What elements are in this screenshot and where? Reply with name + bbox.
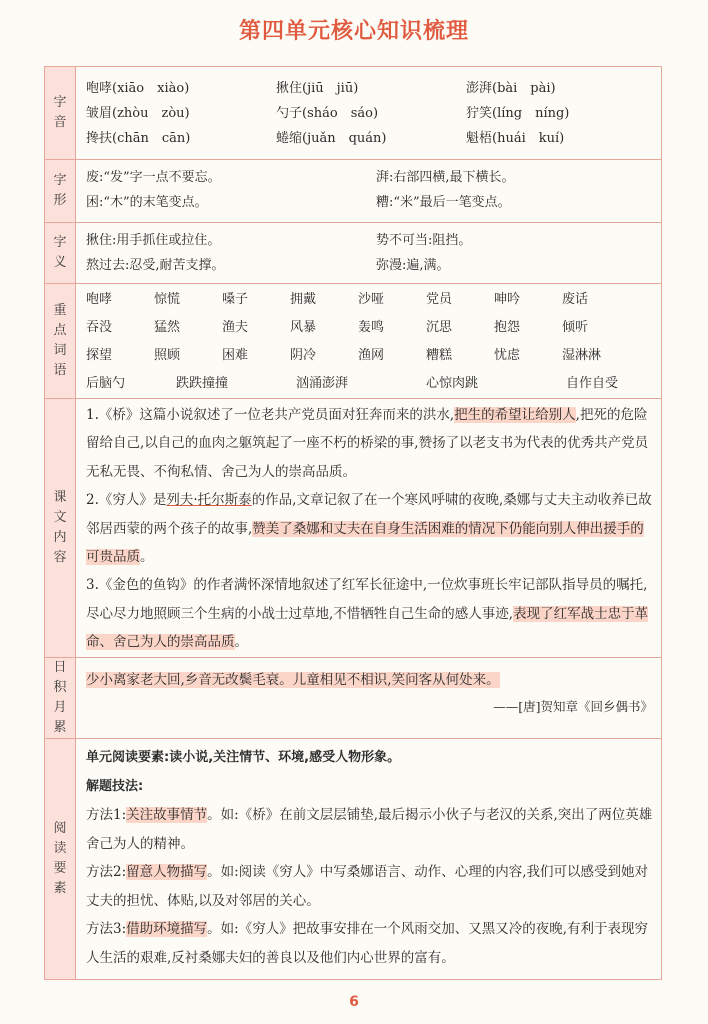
pinyin-item: 皱眉(zhòu zòu): [86, 106, 190, 121]
zi-yin-label-text: [45, 93, 75, 133]
ke-wen-row: [45, 399, 662, 658]
word: 糟糕: [426, 348, 453, 363]
word: 嗓子: [222, 292, 249, 307]
meaning-item: 势不可当:阻挡。: [376, 233, 472, 248]
method-text: 。如:《桥》在前文层层铺垫,最后揭示小伙子与老汉的关系,突出了两位英雄舍己为人的精神。: [86, 807, 653, 852]
lesson-summary-fishhook: [86, 571, 653, 656]
label-char: 形: [53, 193, 67, 208]
method-label: 方法1:: [86, 807, 127, 824]
method-highlight: 留意人物描写: [126, 864, 208, 881]
label-char: 语: [53, 363, 67, 378]
word: 拥戴: [290, 292, 317, 307]
glyph-tip: 湃:右部四横,最下横长。: [376, 170, 515, 185]
word: 忧虑: [494, 348, 521, 363]
label-char: 累: [53, 719, 67, 735]
summary-highlight: 赞美了桑娜和丈夫在自身生活困难的情况下仍能向别人伸出援手的可贵品质: [86, 520, 644, 566]
word: 轰鸣: [358, 320, 385, 335]
word: 沉思: [426, 320, 453, 335]
method-text: 。如:阅读《穷人》中写桑娜语言、动作、心理的内容,我们可以感受到她对丈夫的担忧、体贴,以及对邻居的关心。: [86, 864, 648, 909]
zi-xing-label: [45, 160, 76, 223]
label-char: 要: [53, 860, 67, 876]
summary-text: ,把死的危险留给自己,以自己的血肉之躯筑起了一座不朽的桥梁的事,赞扬了以老支书为代表的优秀共产党员无私无畏、不徇私情、舍己为人的崇高品质。: [86, 407, 649, 480]
method-highlight: 关注故事情节: [126, 807, 208, 824]
zi-yi-grid: [86, 228, 653, 278]
label-char: 字: [53, 95, 67, 110]
yue-du-label-text: [45, 819, 75, 899]
poem-text: [86, 666, 653, 694]
label-char: 点: [53, 323, 67, 338]
label-char: 读: [53, 840, 67, 856]
yue-du-row: [45, 738, 662, 979]
ci-yu-row2: [86, 314, 653, 342]
pinyin-item: 咆哮(xiāo xiào): [86, 81, 190, 96]
pinyin-item: 蜷缩(juǎn quán): [276, 131, 387, 146]
page-number: 6: [349, 994, 359, 1010]
label-char: 积: [53, 679, 67, 695]
word: 困难: [222, 348, 249, 363]
zi-xing-content: [76, 160, 662, 223]
summary-author: 列夫·托尔斯泰: [166, 492, 252, 509]
word: 猛然: [154, 320, 181, 335]
glyph-tip: 废:“发”字一点不要忘。: [86, 170, 221, 185]
word: 沙哑: [358, 292, 385, 307]
zi-yin-row: [45, 67, 662, 160]
zi-yi-label-text: [45, 233, 75, 273]
zi-yin-grid: [86, 76, 653, 151]
yue-du-label: [45, 738, 76, 979]
pinyin-item: 搀扶(chān cān): [86, 131, 191, 146]
word: 阴冷: [290, 348, 317, 363]
label-char: 阅: [53, 820, 67, 836]
summary-text: 。: [140, 549, 154, 566]
word: 废话: [562, 292, 589, 307]
ci-yu-row4: [86, 370, 653, 398]
summary-text: 3.《金色的鱼钩》的作者满怀深情地叙述了红军长征途中,一位炊事班长牢记部队指导员的嘱托,尽心尽力地照顾三个生病的小战士过草地,不惜牺牲自己生命的感人事迹,: [86, 577, 648, 622]
word: 后脑勺: [86, 376, 126, 391]
method-text: 。如:《穷人》把故事安排在一个风雨交加、又黑又冷的夜晚,有利于表现穷人生活的艰难,反衬桑娜夫妇的善良以及他们内心世界的富有。: [86, 921, 648, 966]
method-2: [86, 858, 653, 915]
word: 抱怨: [494, 320, 521, 335]
label-char: 字: [53, 235, 67, 250]
word: 惊慌: [154, 292, 181, 307]
label-char: 容: [53, 549, 67, 565]
label-char: 内: [53, 529, 67, 545]
reading-intro-text: 单元阅读要素:读小说,关注情节、环境,感受人物形象。: [86, 749, 401, 765]
pinyin-item: 狞笑(líng níng): [466, 106, 570, 121]
pinyin-item: 澎湃(bài pài): [466, 81, 556, 96]
summary-highlight: 表现了红军战士忠于革命、舍己为人的崇高品质: [86, 605, 649, 651]
glyph-tip: 困:“木”的末笔变点。: [86, 195, 208, 210]
method-3: [86, 915, 653, 972]
method-label: 方法3:: [86, 921, 127, 938]
label-char: 词: [53, 343, 67, 358]
lesson-summary-bridge: [86, 401, 653, 486]
word: 探望: [86, 348, 113, 363]
word: 呻吟: [494, 292, 521, 307]
label-char: 课: [53, 489, 67, 505]
summary-text: 的作品,文章记叙了在一个寒风呼啸的夜晚,桑娜与丈夫主动收养已故邻居西蒙的两个孩子的故事,: [86, 492, 652, 537]
meaning-item: 熬过去:忍受,耐苦支撑。: [86, 258, 225, 273]
lesson-summary-poor: [86, 486, 653, 571]
ci-yu-label-text: [45, 301, 75, 381]
summary-highlight: 把生的希望让给别人: [454, 407, 576, 423]
method-label: 方法2:: [86, 864, 127, 881]
label-char: 日: [53, 659, 67, 675]
label-char: 文: [53, 509, 67, 525]
method-1: [86, 801, 653, 858]
page-title: 第四单元核心知识梳理: [238, 19, 469, 44]
label-char: 素: [53, 880, 67, 896]
word: 咆哮: [86, 292, 113, 307]
label-char: 字: [53, 173, 67, 188]
zi-yi-content: [76, 223, 662, 284]
summary-text: 2.《穷人》是: [86, 492, 167, 509]
summary-text: 。: [234, 634, 248, 651]
zi-yi-label: [45, 223, 76, 284]
zi-yin-label: [45, 67, 76, 160]
method-highlight: 借助环境描写: [126, 921, 208, 938]
yue-du-content: [76, 738, 662, 979]
word: 跌跌撞撞: [176, 376, 229, 391]
word: 湿淋淋: [562, 348, 602, 363]
zi-xing-grid: [86, 165, 653, 215]
ci-yu-row1: [86, 286, 653, 314]
label-char: 音: [53, 115, 67, 130]
ri-ji-label-text: [45, 658, 75, 738]
zi-yin-content: [76, 67, 662, 160]
word: 渔夫: [222, 320, 249, 335]
ke-wen-label: [45, 399, 76, 658]
word: 倾听: [562, 320, 589, 335]
zi-yi-row: [45, 223, 662, 284]
word: 汹涌澎湃: [296, 376, 349, 391]
word: 自作自受: [566, 376, 619, 391]
ke-wen-label-text: [45, 488, 75, 568]
ci-yu-row3: [86, 342, 653, 370]
word: 心惊肉跳: [426, 376, 479, 391]
meaning-item: 弥漫:遍,满。: [376, 258, 450, 273]
pinyin-item: 勺子(sháo sáo): [276, 106, 379, 121]
word: 照顾: [154, 348, 181, 363]
word: 党员: [426, 292, 453, 307]
poem-source: ——[唐]贺知章《回乡偶书》: [493, 699, 653, 715]
pinyin-item: 魁梧(huái kuí): [466, 131, 565, 146]
word: 风暴: [290, 320, 317, 335]
ri-ji-label: [45, 657, 76, 738]
label-char: 月: [53, 699, 67, 715]
zi-xing-label-text: [45, 171, 75, 211]
reading-intro: [86, 743, 653, 772]
glyph-tip: 糟:“米”最后一笔变点。: [376, 195, 511, 210]
ci-yu-content: [76, 284, 662, 399]
method-heading-text: 解题技法:: [86, 779, 144, 795]
zi-xing-row: [45, 160, 662, 223]
ci-yu-label: [45, 284, 76, 399]
ke-wen-content: [76, 399, 662, 658]
label-char: 重: [53, 303, 67, 318]
poem-highlight: 少小离家老大回,乡音无改鬓毛衰。儿童相见不相识,笑问客从何处来。: [86, 671, 500, 688]
word: 渔网: [358, 348, 385, 363]
pinyin-item: 揪住(jiū jiū): [276, 81, 359, 96]
knowledge-table: [44, 66, 662, 980]
summary-text: 1.《桥》这篇小说叙述了一位老共产党员面对狂奔而来的洪水,: [86, 407, 455, 423]
ri-ji-content: [76, 657, 662, 738]
meaning-item: 揪住:用手抓住或拉住。: [86, 233, 221, 248]
ci-yu-row: [45, 284, 662, 399]
method-heading: [86, 772, 653, 801]
label-char: 义: [53, 255, 67, 270]
ri-ji-row: [45, 657, 662, 738]
word: 吞没: [86, 320, 113, 335]
